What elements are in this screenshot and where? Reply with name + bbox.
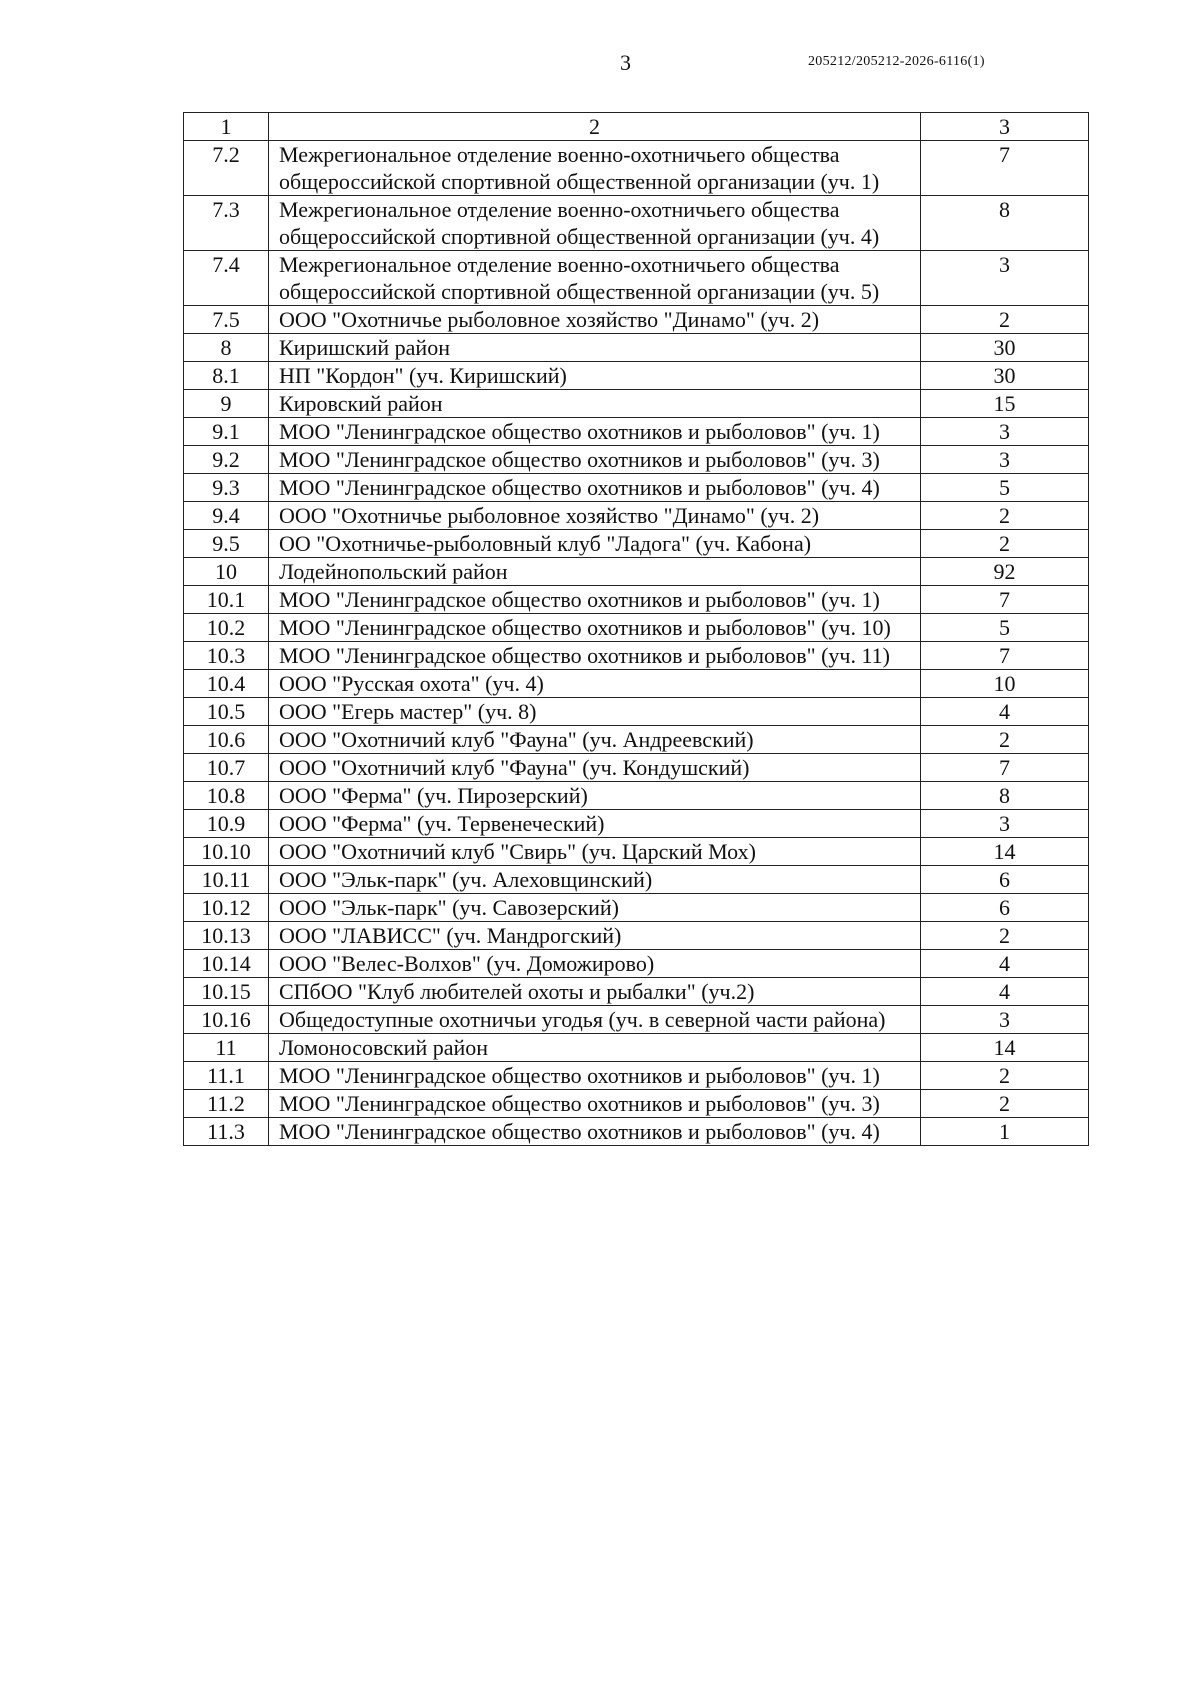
- table-row: [184, 1006, 1089, 1034]
- table-row: [184, 502, 1089, 530]
- row-name-cell: Общедоступные охотничьи угодья (уч. в северной части района): [269, 1006, 921, 1034]
- table-header-row: [184, 113, 1089, 141]
- row-number-cell: 10.9: [184, 810, 269, 838]
- table-row: [184, 670, 1089, 698]
- header-cell-2: 2: [269, 113, 921, 141]
- row-number-cell: 7.5: [184, 306, 269, 334]
- table-row: [184, 726, 1089, 754]
- row-value-cell: 6: [921, 866, 1089, 894]
- table-row: [184, 754, 1089, 782]
- row-number-cell: 7.2: [184, 141, 269, 196]
- row-value-cell: 8: [921, 782, 1089, 810]
- row-number-cell: 10.2: [184, 614, 269, 642]
- row-value-cell: 3: [921, 418, 1089, 446]
- table-row: [184, 530, 1089, 558]
- row-name-cell: МОО "Ленинградское общество охотников и рыболовов" (уч. 11): [269, 642, 921, 670]
- row-name-cell: ООО "Русская охота" (уч. 4): [269, 670, 921, 698]
- row-name-cell: ООО "Эльк-парк" (уч. Савозерский): [269, 894, 921, 922]
- row-number-cell: 9.1: [184, 418, 269, 446]
- table-row: [184, 558, 1089, 586]
- table-row: [184, 978, 1089, 1006]
- row-value-cell: 14: [921, 1034, 1089, 1062]
- row-name-cell: Киришский район: [269, 334, 921, 362]
- row-number-cell: 9.4: [184, 502, 269, 530]
- row-value-cell: 30: [921, 334, 1089, 362]
- row-number-cell: 10.5: [184, 698, 269, 726]
- row-value-cell: 5: [921, 614, 1089, 642]
- table-row: [184, 698, 1089, 726]
- row-value-cell: 4: [921, 950, 1089, 978]
- row-name-cell: ООО "Эльк-парк" (уч. Алеховщинский): [269, 866, 921, 894]
- row-number-cell: 10.4: [184, 670, 269, 698]
- table-row: [184, 474, 1089, 502]
- row-value-cell: 15: [921, 390, 1089, 418]
- row-number-cell: 9.2: [184, 446, 269, 474]
- row-number-cell: 10.16: [184, 1006, 269, 1034]
- row-name-cell: Межрегиональное отделение военно-охотничьего общества общероссийской спортивной общественной организации (уч. 4): [269, 196, 921, 251]
- row-number-cell: 9.5: [184, 530, 269, 558]
- row-name-cell: МОО "Ленинградское общество охотников и рыболовов" (уч. 4): [269, 474, 921, 502]
- row-number-cell: 8.1: [184, 362, 269, 390]
- table-row: [184, 894, 1089, 922]
- row-name-cell: МОО "Ленинградское общество охотников и рыболовов" (уч. 10): [269, 614, 921, 642]
- row-value-cell: 92: [921, 558, 1089, 586]
- table-row: [184, 642, 1089, 670]
- row-number-cell: 10.12: [184, 894, 269, 922]
- row-value-cell: 3: [921, 1006, 1089, 1034]
- table-row: [184, 614, 1089, 642]
- row-number-cell: 10.8: [184, 782, 269, 810]
- row-value-cell: 7: [921, 642, 1089, 670]
- row-value-cell: 3: [921, 810, 1089, 838]
- row-name-cell: Межрегиональное отделение военно-охотничьего общества общероссийской спортивной общественной организации (уч. 5): [269, 251, 921, 306]
- table-row: [184, 782, 1089, 810]
- row-value-cell: 7: [921, 141, 1089, 196]
- table-row: [184, 586, 1089, 614]
- row-name-cell: ООО "Охотничье рыболовное хозяйство "Динамо" (уч. 2): [269, 306, 921, 334]
- row-name-cell: Межрегиональное отделение военно-охотничьего общества общероссийской спортивной общественной организации (уч. 1): [269, 141, 921, 196]
- row-number-cell: 11: [184, 1034, 269, 1062]
- row-name-cell: ООО "Ферма" (уч. Тервенеческий): [269, 810, 921, 838]
- hunting-grounds-table-container: [183, 112, 1088, 1146]
- row-number-cell: 8: [184, 334, 269, 362]
- row-value-cell: 3: [921, 251, 1089, 306]
- row-name-cell: ООО "ЛАВИСС" (уч. Мандрогский): [269, 922, 921, 950]
- row-name-cell: МОО "Ленинградское общество охотников и рыболовов" (уч. 3): [269, 446, 921, 474]
- row-number-cell: 7.4: [184, 251, 269, 306]
- row-value-cell: 7: [921, 586, 1089, 614]
- row-value-cell: 2: [921, 922, 1089, 950]
- table-row: [184, 838, 1089, 866]
- document-code: 205212/205212-2026-6116(1): [808, 54, 985, 69]
- table-row: [184, 1090, 1089, 1118]
- header-cell-3: 3: [921, 113, 1089, 141]
- row-name-cell: МОО "Ленинградское общество охотников и рыболовов" (уч. 3): [269, 1090, 921, 1118]
- row-value-cell: 2: [921, 726, 1089, 754]
- row-number-cell: 10.15: [184, 978, 269, 1006]
- row-name-cell: ООО "Егерь мастер" (уч. 8): [269, 698, 921, 726]
- row-name-cell: Ломоносовский район: [269, 1034, 921, 1062]
- row-number-cell: 10.6: [184, 726, 269, 754]
- hunting-grounds-table: [183, 112, 1089, 1146]
- row-number-cell: 7.3: [184, 196, 269, 251]
- row-value-cell: 4: [921, 978, 1089, 1006]
- row-value-cell: 2: [921, 1090, 1089, 1118]
- row-value-cell: 2: [921, 306, 1089, 334]
- row-name-cell: ОО "Охотничье-рыболовный клуб "Ладога" (уч. Кабона): [269, 530, 921, 558]
- row-value-cell: 7: [921, 754, 1089, 782]
- row-value-cell: 4: [921, 698, 1089, 726]
- row-number-cell: 10.11: [184, 866, 269, 894]
- header-cell-1: 1: [184, 113, 269, 141]
- row-name-cell: Лодейнопольский район: [269, 558, 921, 586]
- row-value-cell: 8: [921, 196, 1089, 251]
- row-number-cell: 10.3: [184, 642, 269, 670]
- row-name-cell: СПбОО "Клуб любителей охоты и рыбалки" (уч.2): [269, 978, 921, 1006]
- table-row: [184, 1118, 1089, 1146]
- row-number-cell: 10.14: [184, 950, 269, 978]
- row-number-cell: 11.1: [184, 1062, 269, 1090]
- table-row: [184, 1034, 1089, 1062]
- row-value-cell: 14: [921, 838, 1089, 866]
- row-number-cell: 9: [184, 390, 269, 418]
- row-name-cell: ООО "Охотничий клуб "Фауна" (уч. Кондушский): [269, 754, 921, 782]
- row-name-cell: ООО "Охотничий клуб "Фауна" (уч. Андреевский): [269, 726, 921, 754]
- table-row: [184, 141, 1089, 196]
- table-row: [184, 446, 1089, 474]
- row-value-cell: 2: [921, 530, 1089, 558]
- row-number-cell: 10.1: [184, 586, 269, 614]
- row-name-cell: ООО "Охотничий клуб "Свирь" (уч. Царский Мох): [269, 838, 921, 866]
- table-row: [184, 810, 1089, 838]
- table-row: [184, 1062, 1089, 1090]
- row-name-cell: МОО "Ленинградское общество охотников и рыболовов" (уч. 1): [269, 418, 921, 446]
- row-number-cell: 10: [184, 558, 269, 586]
- row-name-cell: МОО "Ленинградское общество охотников и рыболовов" (уч. 1): [269, 586, 921, 614]
- row-value-cell: 10: [921, 670, 1089, 698]
- row-name-cell: МОО "Ленинградское общество охотников и рыболовов" (уч. 1): [269, 1062, 921, 1090]
- row-value-cell: 5: [921, 474, 1089, 502]
- row-number-cell: 9.3: [184, 474, 269, 502]
- row-value-cell: 1: [921, 1118, 1089, 1146]
- table-row: [184, 390, 1089, 418]
- row-name-cell: НП "Кордон" (уч. Киришский): [269, 362, 921, 390]
- table-row: [184, 306, 1089, 334]
- table-row: [184, 251, 1089, 306]
- row-name-cell: МОО "Ленинградское общество охотников и рыболовов" (уч. 4): [269, 1118, 921, 1146]
- table-row: [184, 922, 1089, 950]
- row-name-cell: ООО "Велес-Волхов" (уч. Доможирово): [269, 950, 921, 978]
- page-number: 3: [620, 50, 631, 75]
- table-row: [184, 866, 1089, 894]
- table-row: [184, 418, 1089, 446]
- row-value-cell: 3: [921, 446, 1089, 474]
- row-value-cell: 30: [921, 362, 1089, 390]
- row-name-cell: ООО "Ферма" (уч. Пирозерский): [269, 782, 921, 810]
- row-name-cell: ООО "Охотничье рыболовное хозяйство "Динамо" (уч. 2): [269, 502, 921, 530]
- row-value-cell: 2: [921, 1062, 1089, 1090]
- table-row: [184, 950, 1089, 978]
- table-row: [184, 196, 1089, 251]
- row-number-cell: 11.3: [184, 1118, 269, 1146]
- table-row: [184, 362, 1089, 390]
- table-body: [184, 113, 1089, 1146]
- row-number-cell: 10.7: [184, 754, 269, 782]
- table-row: [184, 334, 1089, 362]
- row-number-cell: 10.13: [184, 922, 269, 950]
- row-value-cell: 6: [921, 894, 1089, 922]
- row-value-cell: 2: [921, 502, 1089, 530]
- row-name-cell: Кировский район: [269, 390, 921, 418]
- row-number-cell: 10.10: [184, 838, 269, 866]
- row-number-cell: 11.2: [184, 1090, 269, 1118]
